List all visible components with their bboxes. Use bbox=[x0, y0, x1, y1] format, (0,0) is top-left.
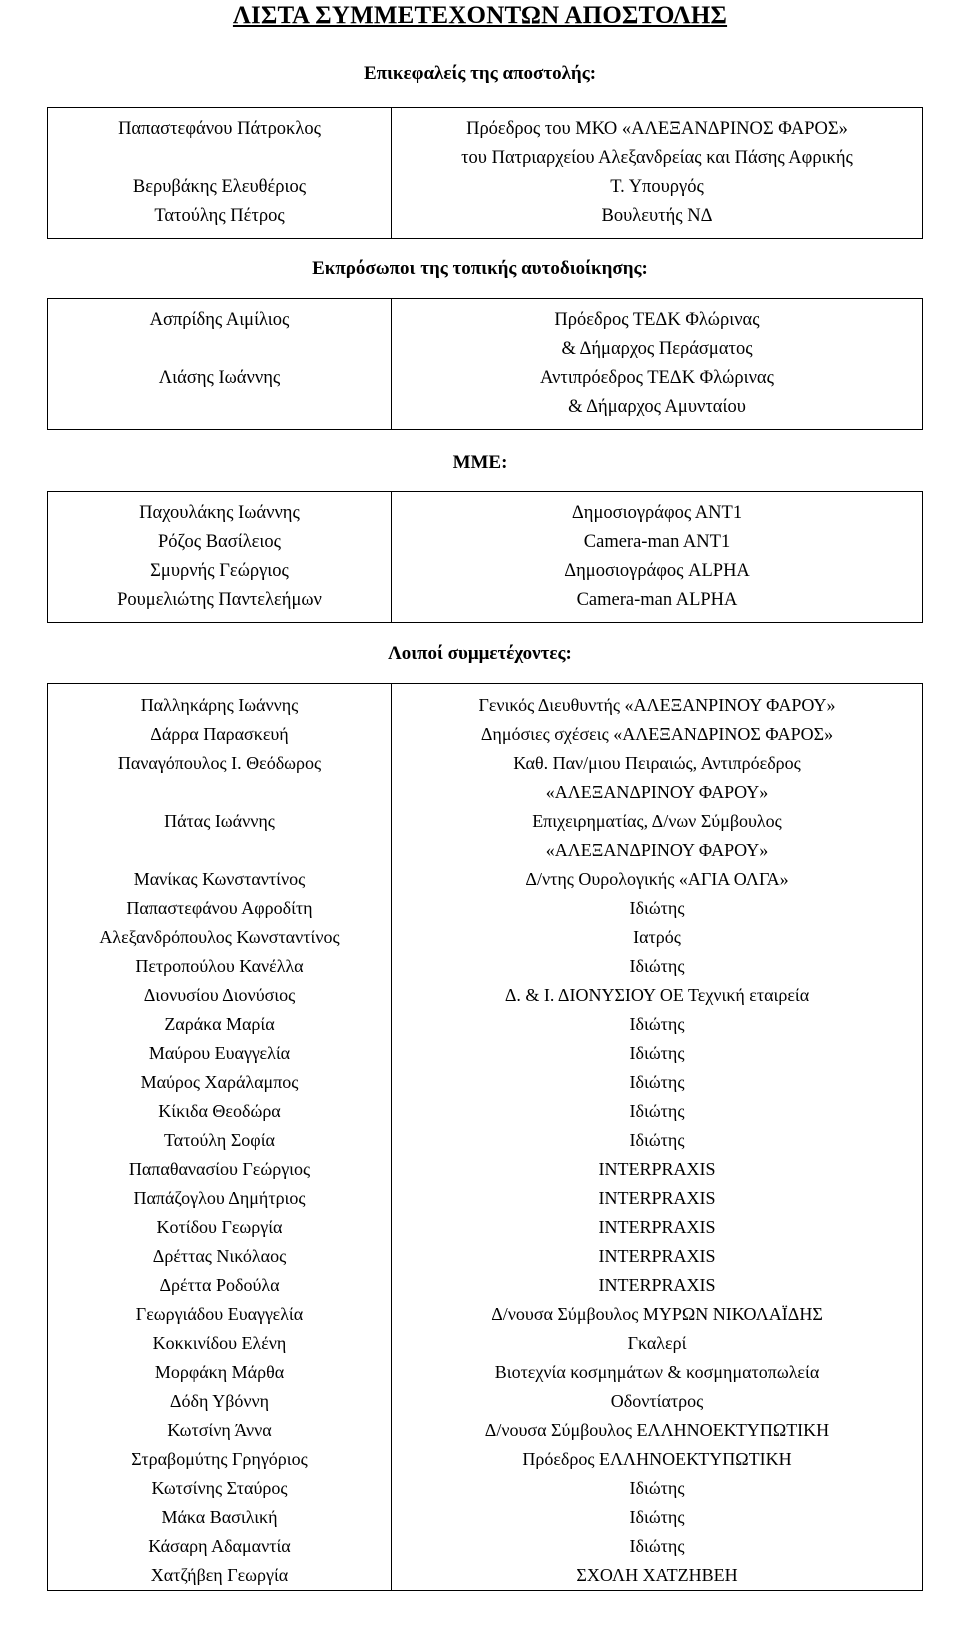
role-line: Ιδιώτης bbox=[629, 1536, 685, 1556]
role-line: του Πατριαρχείου Αλεξανδρείας και Πάσης Αφρικής bbox=[461, 148, 853, 168]
name-line: Δάρρα Παρασκευή bbox=[150, 724, 289, 744]
roles-cell bbox=[392, 108, 923, 239]
name-line: Δόδη Υβόννη bbox=[169, 1391, 270, 1411]
role-line: Ιδιώτης bbox=[629, 1478, 685, 1498]
role-line: Ιδιώτης bbox=[629, 898, 685, 918]
name-line: Μαύρου Ευαγγελία bbox=[148, 1043, 291, 1063]
role-line: Δ/νουσα Σύμβουλος ΕΛΛΗΝΟΕΚΤΥΠΩΤΙΚΗ bbox=[484, 1420, 830, 1440]
name-line bbox=[52, 335, 387, 364]
name-line: Πετροπούλου Κανέλλα bbox=[135, 956, 304, 976]
role-line: Δ. & Ι. ΔΙΟΝΥΣΙΟΥ ΟΕ Τεχνική εταιρεία bbox=[504, 985, 810, 1005]
name-line: Διονυσίου Διονύσιος bbox=[143, 985, 296, 1005]
name-line: Βερυβάκης Ελευθέριος bbox=[132, 177, 307, 197]
section-heading-other-participants: Λοιποί συμμετέχοντες: bbox=[388, 643, 572, 664]
name-line: Χατζήβεη Γεωργία bbox=[150, 1565, 289, 1585]
table-media bbox=[47, 491, 923, 623]
name-line: Γεωργιάδου Ευαγγελία bbox=[135, 1304, 304, 1324]
name-line: Κοκκινίδου Ελένη bbox=[152, 1333, 287, 1353]
name-line: Ρόζος Βασίλειος bbox=[158, 532, 281, 552]
role-line: Γκαλερί bbox=[627, 1333, 687, 1353]
role-line: INTERPRAXIS bbox=[598, 1246, 716, 1266]
name-line bbox=[52, 778, 387, 807]
name-line: Κάσαρη Αδαμαντία bbox=[148, 1536, 291, 1556]
section-heading-local-government: Εκπρόσωποι της τοπικής αυτοδιοίκησης: bbox=[312, 258, 648, 279]
role-line: & Δήμαρχος Αμυνταίου bbox=[568, 397, 746, 417]
name-line: Στραβομύτης Γρηγόριος bbox=[131, 1449, 308, 1469]
role-line: & Δήμαρχος Περάσματος bbox=[561, 339, 753, 359]
name-line: Αλεξανδρόπουλος Κωνσταντίνος bbox=[99, 927, 340, 947]
role-line: INTERPRAXIS bbox=[598, 1217, 716, 1237]
name-line: Κοτίδου Γεωργία bbox=[156, 1217, 283, 1237]
role-line: Πρόεδρος ΤΕΔΚ Φλώρινας bbox=[554, 310, 760, 330]
table-other-participants bbox=[47, 683, 923, 1591]
name-line: Τατούλη Σοφία bbox=[164, 1130, 275, 1150]
name-line: Τατούλης Πέτρος bbox=[154, 206, 285, 226]
section-heading-heads: Επικεφαλείς της αποστολής: bbox=[363, 63, 597, 84]
role-line: INTERPRAXIS bbox=[598, 1188, 716, 1208]
name-line: Λιάσης Ιωάννης bbox=[158, 368, 281, 388]
name-line: Ασπρίδης Αιμίλιος bbox=[149, 310, 290, 330]
role-line: Βιοτεχνία κοσμημάτων & κοσμηματοπωλεία bbox=[494, 1362, 820, 1382]
role-line: Τ. Υπουργός bbox=[610, 177, 704, 197]
role-line: Δημοσιογράφος ALPHA bbox=[564, 561, 750, 581]
role-line: Ιδιώτης bbox=[629, 1014, 685, 1034]
name-line: Παναγόπουλος Ι. Θεόδωρος bbox=[117, 753, 322, 773]
role-line: INTERPRAXIS bbox=[598, 1159, 716, 1179]
name-line bbox=[52, 836, 387, 865]
name-line: Ρουμελιώτης Παντελεήμων bbox=[117, 590, 322, 610]
name-line: Παχουλάκης Ιωάννης bbox=[139, 503, 300, 523]
name-line: Δρέττας Νικόλαος bbox=[152, 1246, 287, 1266]
name-line: Παπάζογλου Δημήτριος bbox=[133, 1188, 306, 1208]
role-line: Camera-man ALPHA bbox=[576, 590, 738, 610]
role-line: ΣΧΟΛΗ ΧΑΤΖΗΒΕΗ bbox=[576, 1565, 738, 1585]
roles-cell bbox=[392, 492, 923, 623]
name-line: Κίκιδα Θεοδώρα bbox=[158, 1101, 281, 1121]
role-line: Ιδιώτης bbox=[629, 956, 685, 976]
roles-cell bbox=[392, 684, 923, 1591]
role-line: Πρόεδρος του ΜΚΟ «ΑΛΕΞΑΝΔΡΙΝΟΣ ΦΑΡΟΣ» bbox=[466, 119, 848, 139]
role-line: Οδοντίατρος bbox=[610, 1391, 704, 1411]
names-cell bbox=[48, 492, 392, 623]
name-line: Μάκα Βασιλική bbox=[161, 1507, 278, 1527]
role-line: Δημοσιογράφος ΑΝΤ1 bbox=[571, 503, 743, 523]
name-line: Μανίκας Κωνσταντίνος bbox=[133, 869, 306, 889]
names-cell bbox=[48, 299, 392, 430]
role-line: Βουλευτής ΝΔ bbox=[601, 206, 713, 226]
role-line: Καθ. Παν/μιου Πειραιώς, Αντιπρόεδρος bbox=[513, 753, 801, 773]
table-heads bbox=[47, 107, 923, 239]
role-line: Δ/νουσα Σύμβουλος ΜΥΡΩΝ ΝΙΚΟΛΑΪΔΗΣ bbox=[491, 1304, 823, 1324]
section-heading-media: ΜΜΕ: bbox=[452, 452, 508, 473]
table-local-government bbox=[47, 298, 923, 430]
role-line: Ιατρός bbox=[633, 927, 681, 947]
name-line: Κωτσίνη Άννα bbox=[167, 1420, 272, 1440]
name-line bbox=[52, 144, 387, 173]
role-line: «ΑΛΕΞΑΝΔΡΙΝΟΥ ΦΑΡΟΥ» bbox=[545, 840, 769, 860]
name-line: Μαύρος Χαράλαμπος bbox=[140, 1072, 299, 1092]
role-line: Επιχειρηματίας, Δ/νων Σύμβουλος bbox=[532, 811, 782, 831]
role-line: Δ/ντης Ουρολογικής «ΑΓΙΑ ΟΛΓΑ» bbox=[525, 869, 789, 889]
role-line: Ιδιώτης bbox=[629, 1507, 685, 1527]
name-line: Δρέττα Ροδούλα bbox=[159, 1275, 280, 1295]
role-line: Ιδιώτης bbox=[629, 1043, 685, 1063]
names-cell bbox=[48, 684, 392, 1591]
name-line: Μορφάκη Μάρθα bbox=[154, 1362, 285, 1382]
role-line: Ιδιώτης bbox=[629, 1072, 685, 1092]
role-line: Γενικός Διευθυντής «ΑΛΕΞΑΝΡΙΝΟΥ ΦΑΡΟΥ» bbox=[478, 695, 836, 715]
name-line: Παπαθανασίου Γεώργιος bbox=[128, 1159, 311, 1179]
role-line: «ΑΛΕΞΑΝΔΡΙΝΟΥ ΦΑΡΟΥ» bbox=[545, 782, 769, 802]
name-line: Ζαράκα Μαρία bbox=[164, 1014, 275, 1034]
name-line: Πάτας Ιωάννης bbox=[164, 811, 275, 831]
name-line: Παπαστεφάνου Αφροδίτη bbox=[126, 898, 313, 918]
name-line: Παπαστεφάνου Πάτροκλος bbox=[118, 119, 321, 139]
roles-cell bbox=[392, 299, 923, 430]
role-line: Ιδιώτης bbox=[629, 1101, 685, 1121]
role-line: INTERPRAXIS bbox=[598, 1275, 716, 1295]
role-line: Camera-man ANT1 bbox=[583, 532, 731, 552]
document-title: ΛΙΣΤΑ ΣΥΜΜΕΤΕΧΟΝΤΩΝ ΑΠΟΣΤΟΛΗΣ bbox=[232, 2, 728, 29]
role-line: Πρόεδρος ΕΛΛΗΝΟΕΚΤΥΠΩΤΙΚΗ bbox=[522, 1449, 792, 1469]
name-line: Σμυρνής Γεώργιος bbox=[150, 561, 289, 581]
names-cell bbox=[48, 108, 392, 239]
role-line: Δημόσιες σχέσεις «ΑΛΕΞΑΝΔΡΙΝΟΣ ΦΑΡΟΣ» bbox=[480, 724, 834, 744]
name-line: Παλληκάρης Ιωάννης bbox=[140, 695, 299, 715]
role-line: Ιδιώτης bbox=[629, 1130, 685, 1150]
name-line: Κωτσίνης Σταύρος bbox=[151, 1478, 288, 1498]
role-line: Αντιπρόεδρος ΤΕΔΚ Φλώρινας bbox=[540, 368, 774, 388]
